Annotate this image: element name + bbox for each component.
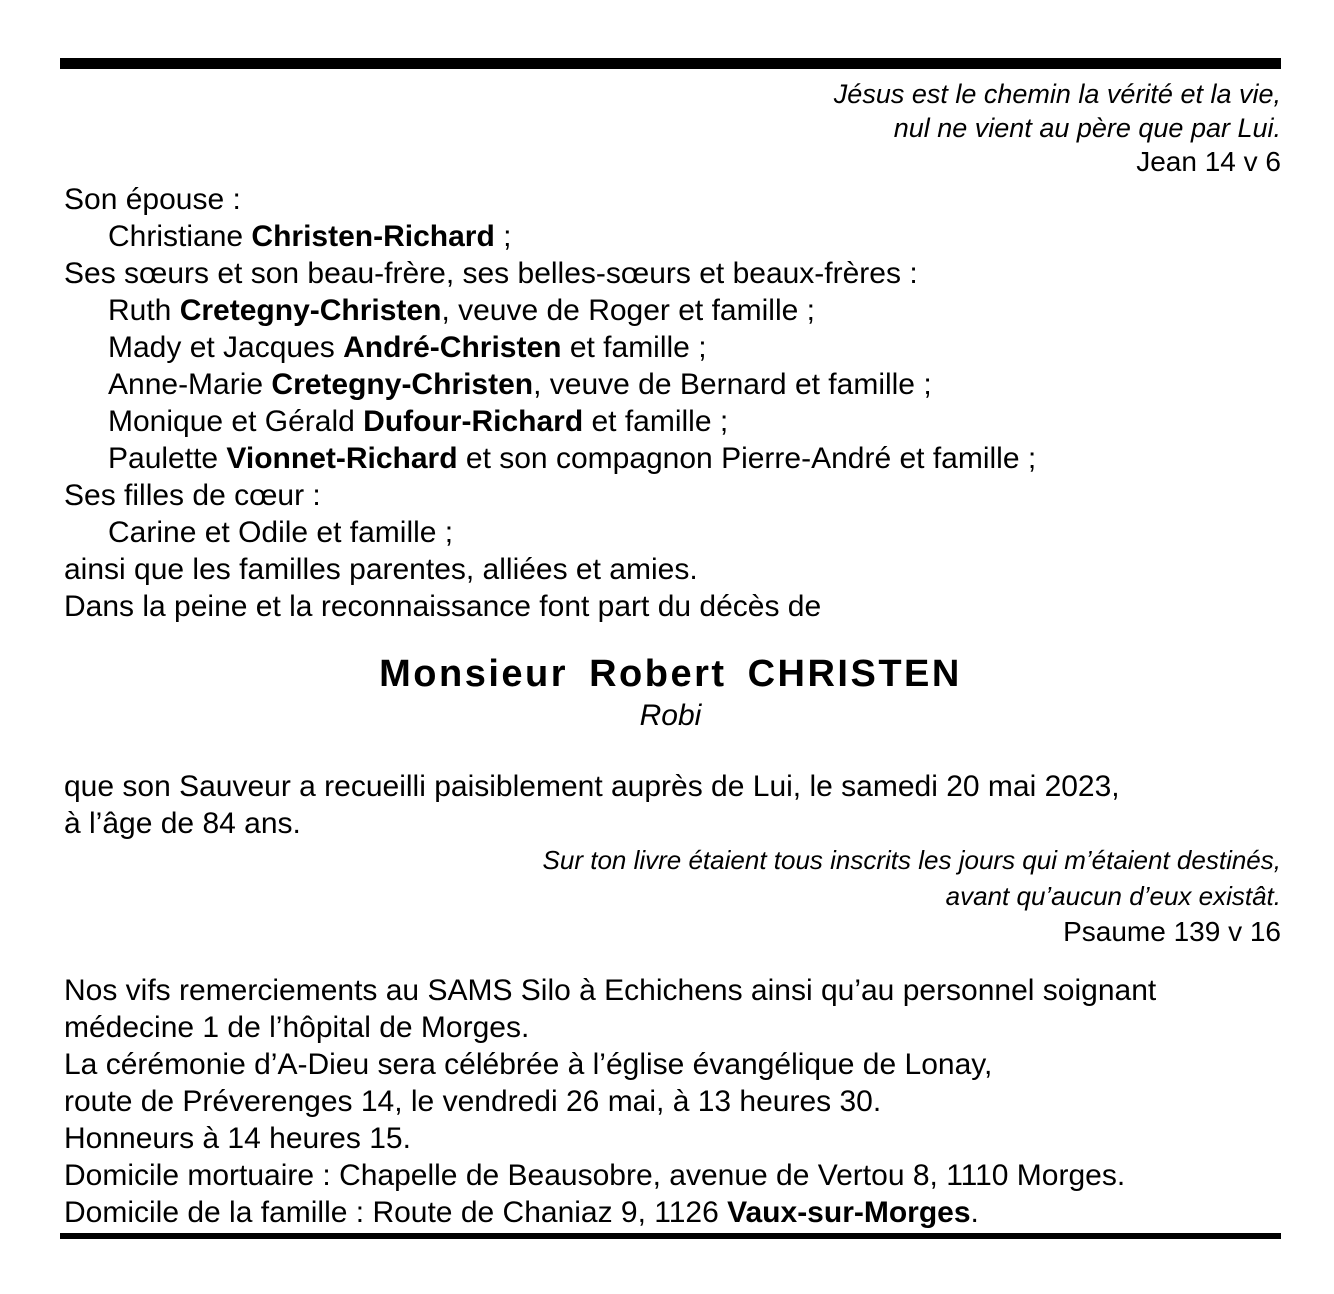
family-address-text: Domicile de la famille : Route de Chaniaz 9, 1126 — [64, 1196, 728, 1229]
sibling-line-end: , veuve de Bernard et famille ; — [533, 368, 932, 401]
sibling-family-name: Cretegny-Christen — [271, 368, 534, 401]
bottom-rule — [60, 1233, 1281, 1239]
sibling-family-name: Dufour-Richard — [363, 405, 584, 438]
sibling-line — [60, 403, 1281, 440]
thanks-line-2: médecine 1 de l’hôpital de Morges. — [64, 1011, 530, 1044]
spouse-given-name: Christiane — [108, 220, 252, 253]
sibling-line-end: et son compagnon Pierre-André et famille ; — [457, 442, 1037, 475]
spouse-line — [60, 218, 1281, 255]
thanks-line-1: Nos vifs remerciements au SAMS Silo à Echichens ainsi qu’au personnel soignant — [64, 974, 1157, 1007]
epigraph — [60, 77, 1281, 179]
psalm-line-2: avant qu’aucun d’eux existât. — [945, 881, 1281, 911]
top-rule — [60, 58, 1281, 69]
document-content — [60, 58, 1281, 1239]
sibling-line — [60, 366, 1281, 403]
sibling-family-name: Vionnet-Richard — [226, 442, 458, 475]
mortuary-address-line: Domicile mortuaire : Chapelle de Beausobre, avenue de Vertou 8, 1110 Morges. — [64, 1159, 1126, 1192]
sibling-given-names: Mady et Jacques — [108, 331, 344, 364]
deceased-name: Monsieur Robert CHRISTEN — [379, 653, 962, 695]
closing-line-2: Dans la peine et la reconnaissance font part du décès de — [64, 590, 822, 623]
spouse-line-end: ; — [494, 220, 512, 253]
sibling-family-name: Cretegny-Christen — [179, 294, 442, 327]
sibling-given-names: Paulette — [108, 442, 227, 475]
announcements — [60, 972, 1281, 1231]
sibling-line-end: , veuve de Roger et famille ; — [441, 294, 815, 327]
family-address-end: . — [970, 1196, 979, 1229]
sibling-given-names: Ruth — [108, 294, 180, 327]
psalm-reference: Psaume 139 v 16 — [1063, 916, 1281, 947]
deceased-block — [60, 651, 1281, 734]
epigraph-reference: Jean 14 v 6 — [1136, 146, 1281, 177]
psalm-line-1: Sur ton livre étaient tous inscrits les jours qui m’étaient destinés, — [542, 845, 1281, 875]
sibling-line-end: et famille ; — [583, 405, 729, 438]
daughters-line: Carine et Odile et famille ; — [108, 516, 454, 549]
family-address-village: Vaux-sur-Morges — [727, 1196, 971, 1229]
deceased-nickname: Robi — [639, 699, 702, 732]
sibling-given-names: Anne-Marie — [108, 368, 272, 401]
sibling-line — [60, 440, 1281, 477]
sibling-line-end: et famille ; — [561, 331, 707, 364]
honors-line: Honneurs à 14 heures 15. — [64, 1122, 411, 1155]
epigraph-line-2: nul ne vient au père que par Lui. — [893, 113, 1281, 143]
siblings-header: Ses sœurs et son beau-frère, ses belles-sœurs et beaux-frères : — [64, 257, 918, 290]
death-notice — [60, 768, 1281, 842]
death-line-1: que son Sauveur a recueilli paisiblement auprès de Lui, le samedi 20 mai 2023, — [64, 770, 1120, 803]
spouse-family-name: Christen-Richard — [251, 220, 495, 253]
daughters-header: Ses filles de cœur : — [64, 479, 321, 512]
psalm-quote — [60, 842, 1281, 950]
spouse-header: Son épouse : — [64, 183, 241, 216]
death-line-2: à l’âge de 84 ans. — [64, 807, 301, 840]
sibling-line — [60, 292, 1281, 329]
sibling-line — [60, 329, 1281, 366]
ceremony-line-2: route de Préverenges 14, le vendredi 26 mai, à 13 heures 30. — [64, 1085, 882, 1118]
family-address-line — [60, 1194, 1281, 1231]
sibling-given-names: Monique et Gérald — [108, 405, 364, 438]
family-list — [60, 181, 1281, 625]
closing-line-1: ainsi que les familles parentes, alliées et amies. — [64, 553, 698, 586]
epigraph-line-1: Jésus est le chemin la vérité et la vie, — [833, 79, 1281, 109]
sibling-family-name: André-Christen — [343, 331, 562, 364]
ceremony-line-1: La cérémonie d’A-Dieu sera célébrée à l’église évangélique de Lonay, — [64, 1048, 993, 1081]
